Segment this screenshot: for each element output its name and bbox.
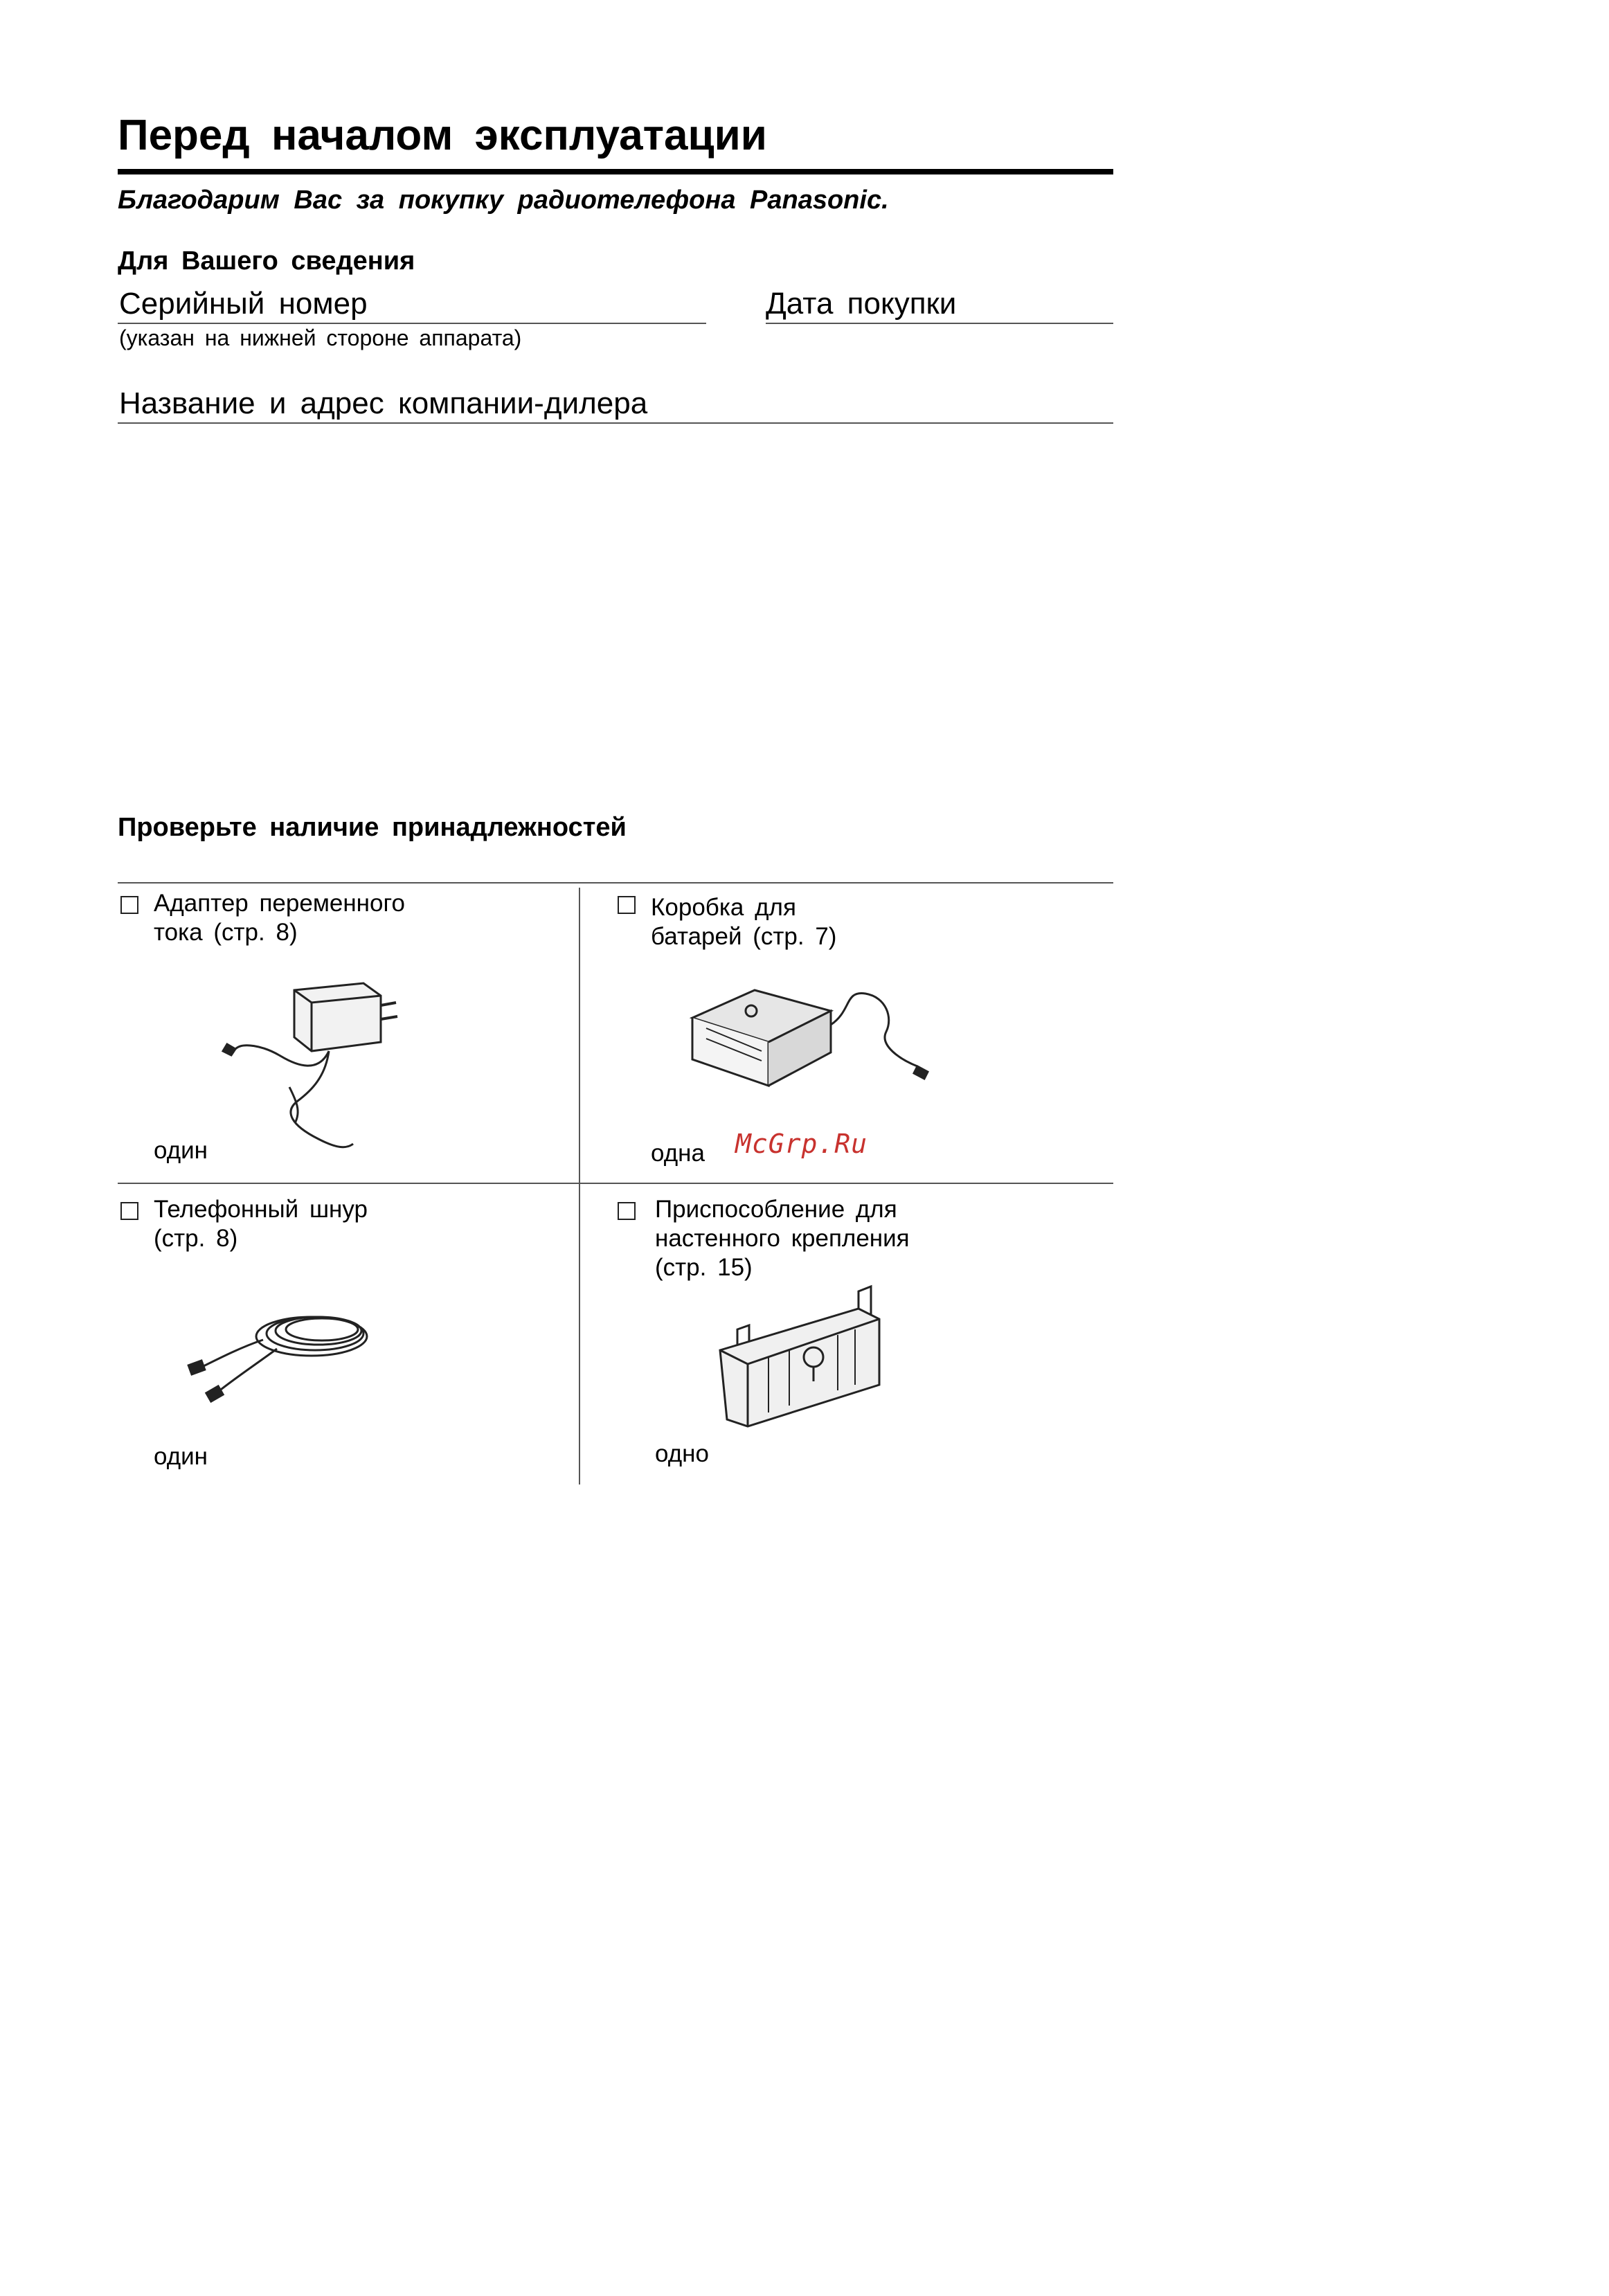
serial-number-field[interactable] <box>118 323 706 324</box>
dealer-label: Название и адрес компании-дилера <box>119 386 648 420</box>
serial-number-label: Серийный номер <box>119 287 368 321</box>
purchase-date-label: Дата покупки <box>766 287 957 321</box>
page-title: Перед началом эксплуатации <box>118 111 767 159</box>
accessory-checkbox[interactable] <box>120 1202 138 1220</box>
accessories-top-rule <box>118 882 1113 884</box>
accessory-quantity: одно <box>655 1440 709 1467</box>
thank-you-text: Благодарим Вас за покупку радиотелефона Panasonic. <box>118 186 889 215</box>
telephone-cord-icon <box>180 1288 415 1419</box>
accessory-quantity: один <box>154 1443 208 1470</box>
accessory-quantity: один <box>154 1137 208 1164</box>
accessory-name: Адаптер переменного тока (стр. 8) <box>154 890 405 946</box>
info-heading: Для Вашего сведения <box>118 246 415 276</box>
purchase-date-field[interactable] <box>766 323 1113 324</box>
ac-adapter-icon <box>215 962 422 1156</box>
serial-number-note: (указан на нижней стороне аппарата) <box>119 325 522 350</box>
title-rule <box>118 169 1113 174</box>
watermark: McGrp.Ru <box>735 1129 868 1159</box>
wall-mount-bracket-icon <box>699 1281 900 1440</box>
accessory-checkbox[interactable] <box>618 1202 636 1220</box>
accessories-heading: Проверьте наличие принадлежностей <box>118 813 627 842</box>
accessory-quantity: одна <box>651 1140 705 1167</box>
battery-box-icon <box>678 962 942 1122</box>
accessory-name: Коробка для батарей (стр. 7) <box>651 894 837 950</box>
accessories-middle-rule <box>118 1183 1113 1184</box>
accessory-name: Телефонный шнур (стр. 8) <box>154 1196 368 1252</box>
accessory-name: Приспособление для настенного крепления (стр. 15) <box>655 1196 910 1281</box>
accessory-checkbox[interactable] <box>120 896 138 914</box>
dealer-field[interactable] <box>118 422 1113 424</box>
accessories-column-divider <box>579 888 580 1485</box>
accessory-checkbox[interactable] <box>618 896 636 914</box>
